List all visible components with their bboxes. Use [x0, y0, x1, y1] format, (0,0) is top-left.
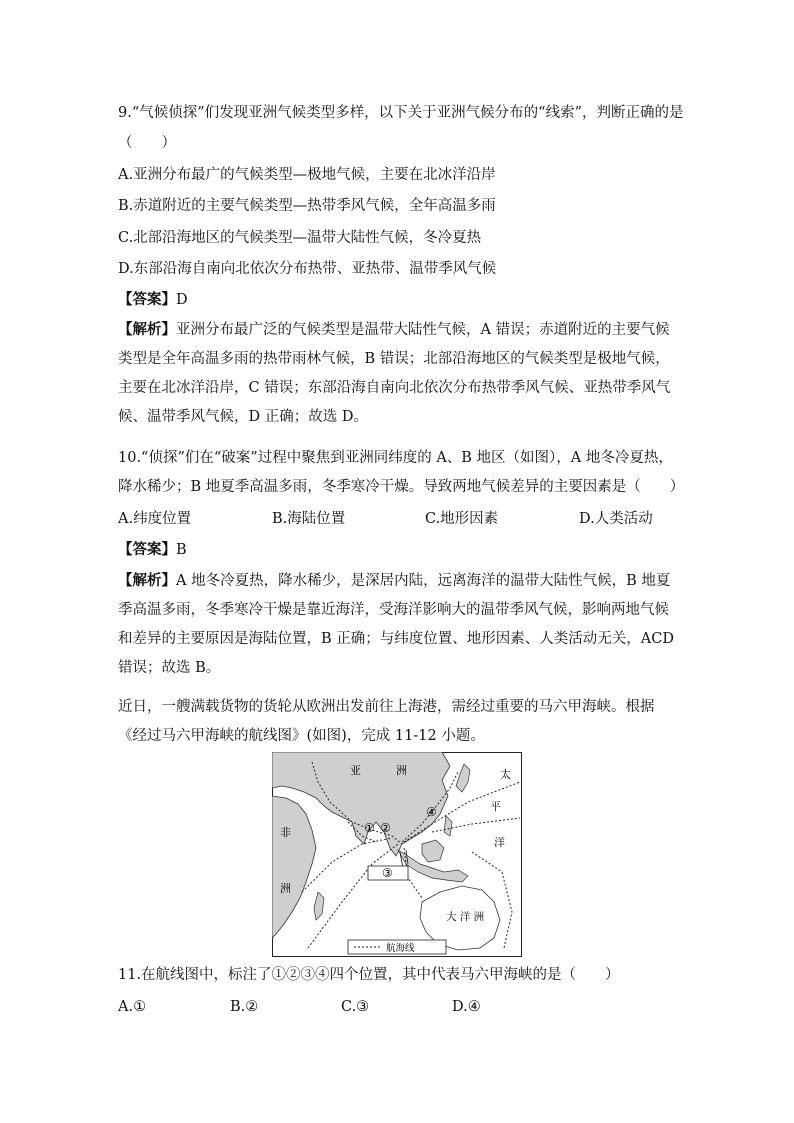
- map-label-oceania: 大 洋 洲: [446, 911, 485, 923]
- map-marker-2: ②: [380, 821, 391, 835]
- q10-stem: 10.“侦探”们在“破案”过程中聚焦到亚洲同纬度的 A、B 地区（如图），A 地冬冷夏热，降水稀少；B 地夏季高温多雨，冬季寒冷干燥。导致两地气候差异的主要因素是（ ）: [118, 450, 685, 495]
- map-label-pacific-2: 平: [490, 800, 501, 813]
- q11-option-d: D.④: [452, 999, 481, 1015]
- q10-analysis-label: 【解析】: [118, 572, 176, 589]
- q9-option-b: B.赤道附近的主要气候类型—热带季风气候，全年高温多雨: [118, 198, 496, 214]
- q9-analysis-label: 【解析】: [118, 321, 176, 338]
- q10-option-b: B.海陆位置: [272, 511, 346, 527]
- q11-option-c: C.③: [341, 999, 370, 1015]
- q9-answer-label: 【答案】: [118, 291, 176, 308]
- q11-option-b: B.②: [230, 999, 259, 1015]
- map-label-pacific-3: 洋: [494, 836, 505, 849]
- q10-option-d: D.人类活动: [579, 511, 653, 527]
- q11-12-intro: 近日，一艘满载货物的货轮从欧洲出发前往上海港，需经过重要的马六甲海峡。根据《经过马六甲海峡的航线图》(如图)，完成 11-12 小题。: [118, 699, 655, 744]
- q9-analysis: [118, 315, 678, 432]
- map-marker-1: ①: [364, 821, 375, 835]
- q9-answer-value: D: [176, 292, 188, 308]
- q9-analysis-text: 亚洲分布最广泛的气候类型是温带大陆性气候，A 错误；赤道附近的主要气候类型是全年高温多雨的热带雨林气候，B 错误；北部沿海地区的气候类型是极地气候，主要在北冰洋沿岸，C 错误；东部沿海自南向北依次分布热带季风气候、亚热带季风气候、温带季风气候，D 正确；故选 D。: [118, 322, 671, 425]
- map-label-asia-1: 亚: [350, 764, 361, 777]
- q10-answer-value: B: [176, 542, 187, 558]
- q9-option-a: A.亚洲分布最广的气候类型—极地气候，主要在北冰洋沿岸: [118, 167, 496, 183]
- map-marker-3: ③: [382, 866, 393, 880]
- malacca-route-map: [272, 752, 522, 957]
- q9-stem: 9.“气候侦探”们发现亚洲气候类型多样，以下关于亚洲气候分布的“线索”，判断正确的是: [118, 105, 684, 121]
- q10-option-c: C.地形因素: [425, 511, 499, 527]
- map-label-africa-1: 非: [280, 826, 291, 839]
- map-label-pacific-1: 太: [500, 768, 511, 781]
- q11-stem: 11.在航线图中，标注了①②③④四个位置，其中代表马六甲海峡的是（ ）: [118, 967, 620, 983]
- map-label-asia-2: 洲: [396, 764, 407, 777]
- q10-answer: [118, 540, 187, 560]
- map-label-africa-2: 洲: [280, 882, 291, 895]
- q9-paren: （ ）: [118, 135, 176, 151]
- q11-option-a: A.①: [118, 999, 147, 1015]
- q9-answer: [118, 290, 188, 310]
- q10-analysis-text: A 地冬冷夏热，降水稀少，是深居内陆，远离海洋的温带大陆性气候，B 地夏季高温多雨，冬季寒冷干燥是靠近海洋，受海洋影响大的温带季风气候，影响两地气候和差异的主要原因是海陆位置，B 正确；与纬度位置、地形因素、人类活动无关，ACD 错误；故选 B。: [118, 573, 674, 676]
- q9-option-c: C.北部沿海地区的气候类型—温带大陆性气候，冬冷夏热: [118, 230, 482, 246]
- q10-answer-label: 【答案】: [118, 541, 176, 558]
- map-legend: 航海线: [386, 943, 415, 954]
- map-marker-4: ④: [426, 805, 437, 819]
- q10-option-a: A.纬度位置: [118, 511, 192, 527]
- q10-analysis: [118, 566, 678, 683]
- q9-option-d: D.东部沿海自南向北依次分布热带、亚热带、温带季风气候: [118, 261, 497, 277]
